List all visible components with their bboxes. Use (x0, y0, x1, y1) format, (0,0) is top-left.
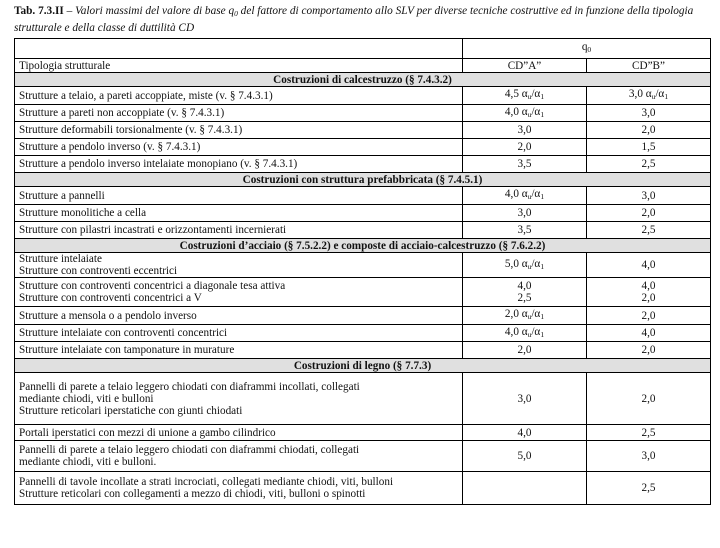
cd-a-value-cell (463, 87, 587, 105)
section-header (15, 359, 711, 373)
tipologia-line: Pannelli di parete a telaio leggero chiodati con diaframmi incollati, collegati (19, 380, 360, 393)
tipologia-line: Strutture a mensola o a pendolo inverso (19, 309, 197, 322)
header-empty-cell (15, 39, 463, 59)
table-row (15, 342, 711, 359)
cd-a-value: 2,0 (517, 344, 532, 356)
table-row (15, 122, 711, 139)
cd-b-value: 2,5 (641, 224, 656, 236)
cd-b-value: 4,0 (641, 280, 656, 292)
cd-b-value: 2,0 (641, 292, 656, 304)
cd-b-value: 3,0 $\alpha_u/\alpha_1$ (628, 88, 669, 101)
cd-a-value-cell (463, 122, 587, 139)
cd-b-value-cell (587, 425, 711, 441)
tipologia-line: Strutture con controventi concentrici a V (19, 292, 202, 304)
header-cd-b: CD”B” (587, 59, 711, 73)
caption-text: Valori massimi del valore di base $q_0$ del fattore di comportamento allo SLV per diverse tecniche costruttive ed in funzione della tipologia strutturale e della classe di duttilità CD (14, 5, 694, 34)
tipologia-line: Strutture con pilastri incastrati e orizzontamenti incernierati (19, 224, 287, 236)
tipologia-cell (15, 139, 463, 156)
table-row (15, 307, 711, 325)
tipologia-cell (15, 205, 463, 222)
tipologia-cell (15, 253, 463, 278)
tipologia-line: Strutture reticolari iperstatiche con giunti chiodati (19, 404, 243, 417)
cd-b-value: 2,0 (641, 344, 656, 356)
table-row (15, 425, 711, 441)
tipologia-line: Strutture intelaiate (19, 253, 102, 265)
cd-a-value: 4,5 $\alpha_u/\alpha_1$ (504, 88, 545, 101)
cd-b-value: 2,5 (641, 426, 656, 439)
cd-b-value: 2,5 (641, 482, 656, 494)
caption-number: Tab. 7.3.II (14, 5, 64, 17)
cd-a-value-cell (463, 222, 587, 239)
cd-b-value-cell (587, 472, 711, 505)
cd-a-value: 3,0 (517, 207, 532, 219)
cd-a-value-cell (463, 205, 587, 222)
cd-b-value: 3,0 (641, 450, 656, 462)
cd-a-value: 4,0 $\alpha_u/\alpha_1$ (504, 188, 545, 201)
cd-b-value: 4,0 (641, 327, 656, 339)
cd-b-value-cell (587, 139, 711, 156)
cd-b-value-cell (587, 187, 711, 205)
section-title: Costruzioni di calcestruzzo (§ 7.4.3.2) (15, 73, 711, 87)
tipologia-cell (15, 373, 463, 425)
cd-b-value: 2,0 (641, 207, 656, 219)
tipologia-cell (15, 222, 463, 239)
tipologia-line: Strutture a pareti non accoppiate (v. § 7.4.3.1) (19, 107, 225, 119)
cd-a-value-cell (463, 441, 587, 472)
table-body (15, 73, 711, 505)
cd-b-value: 3,0 (641, 189, 656, 202)
header-q0 (463, 39, 711, 59)
table-row (15, 156, 711, 173)
tipologia-line: Strutture a pendolo inverso (v. § 7.4.3.1) (19, 141, 201, 153)
table-row (15, 187, 711, 205)
cd-b-value-cell (587, 122, 711, 139)
tipologia-line: Strutture a pannelli (19, 189, 105, 202)
cd-b-value-cell (587, 156, 711, 173)
cd-a-value: 3,5 (517, 158, 532, 170)
cd-a-value-cell (463, 325, 587, 342)
cd-a-value: 4,0 (517, 426, 532, 439)
cd-b-value-cell (587, 87, 711, 105)
cd-a-value: 2,5 (517, 292, 532, 304)
section-title: Costruzioni di legno (§ 7.7.3) (15, 359, 711, 373)
tipologia-cell (15, 425, 463, 441)
cd-b-value: 4,0 (641, 259, 656, 271)
tipologia-cell (15, 441, 463, 472)
cd-a-value: 3,0 (517, 392, 532, 405)
cd-b-value-cell (587, 278, 711, 307)
header-q0-label: $q_0$ (581, 41, 592, 54)
cd-b-value-cell (587, 342, 711, 359)
tipologia-line: Strutture a pendolo inverso intelaiate monopiano (v. § 7.4.3.1) (19, 158, 298, 170)
cd-b-value-cell (587, 105, 711, 122)
tipologia-line: mediante chiodi, viti e bulloni. (19, 456, 157, 468)
table-row (15, 441, 711, 472)
table-caption (14, 4, 708, 35)
tipologia-line: Strutture monolitiche a cella (19, 207, 147, 219)
cd-a-value-cell (463, 472, 587, 505)
cd-a-value: 4,0 $\alpha_u/\alpha_1$ (504, 325, 545, 339)
cd-b-value-cell (587, 253, 711, 278)
tipologia-cell (15, 87, 463, 105)
tipologia-cell (15, 325, 463, 342)
table-row (15, 87, 711, 105)
tipologia-line: Pannelli di tavole incollate a strati incrociati, collegati mediante chiodi, viti, bulloni (19, 476, 394, 488)
header-cd-a: CD”A” (463, 59, 587, 73)
cd-a-value: 2,0 $\alpha_u/\alpha_1$ (504, 308, 545, 321)
table-row (15, 105, 711, 122)
tipologia-cell (15, 472, 463, 505)
cd-b-value-cell (587, 307, 711, 325)
cd-b-value: 2,0 (641, 392, 656, 405)
section-title: Costruzioni d’acciaio (§ 7.5.2.2) e composte di acciaio-calcestruzzo (§ 7.6.2.2) (15, 239, 711, 253)
tipologia-cell (15, 278, 463, 307)
cd-b-value: 2,0 (641, 309, 656, 322)
cd-a-value-cell (463, 253, 587, 278)
table-row (15, 278, 711, 307)
cd-a-value-cell (463, 373, 587, 425)
cd-a-value-cell (463, 307, 587, 325)
q0-table (14, 38, 711, 505)
cd-a-value-cell (463, 278, 587, 307)
cd-a-value: 3,5 (517, 224, 532, 236)
cd-b-value: 1,5 (641, 141, 656, 153)
section-header (15, 173, 711, 187)
cd-b-value: 2,5 (641, 158, 656, 170)
tipologia-cell (15, 122, 463, 139)
cd-b-value-cell (587, 325, 711, 342)
cd-a-value: 5,0 $\alpha_u/\alpha_1$ (504, 257, 545, 271)
cd-a-value-cell (463, 187, 587, 205)
cd-a-value: 4,0 $\alpha_u/\alpha_1$ (504, 105, 545, 119)
tipologia-line: Strutture a telaio, a pareti accoppiate, miste (v. § 7.4.3.1) (19, 89, 273, 102)
table-row (15, 325, 711, 342)
tipologia-cell (15, 105, 463, 122)
tipologia-line: Portali iperstatici con mezzi di unione a gambo cilindrico (19, 426, 276, 439)
tipologia-cell (15, 307, 463, 325)
tipologia-cell (15, 187, 463, 205)
tipologia-line: Strutture con controventi eccentrici (19, 265, 178, 277)
cd-a-value: 2,0 (517, 141, 532, 153)
tipologia-line: Strutture con controventi concentrici a diagonale tesa attiva (19, 280, 286, 292)
cd-a-value-cell (463, 342, 587, 359)
tipologia-line: Pannelli di parete a telaio leggero chiodati con diaframmi chiodati, collegati (19, 444, 360, 456)
cd-a-value-cell (463, 425, 587, 441)
cd-b-value: 2,0 (641, 124, 656, 136)
section-title: Costruzioni con struttura prefabbricata (§ 7.4.5.1) (15, 173, 711, 187)
cd-b-value-cell (587, 373, 711, 425)
table-row (15, 222, 711, 239)
cd-a-value-cell (463, 156, 587, 173)
table-row (15, 205, 711, 222)
table-row (15, 373, 711, 425)
caption-separator: – (63, 5, 76, 17)
section-header (15, 239, 711, 253)
tipologia-line: Strutture deformabili torsionalmente (v. § 7.4.3.1) (19, 124, 243, 136)
cd-a-value-cell (463, 105, 587, 122)
tipologia-cell (15, 156, 463, 173)
cd-b-value-cell (587, 205, 711, 222)
cd-b-value-cell (587, 441, 711, 472)
cd-b-value-cell (587, 222, 711, 239)
cd-a-value: 4,0 (517, 280, 532, 292)
section-header (15, 73, 711, 87)
cd-a-value: 5,0 (517, 450, 532, 462)
table-row (15, 139, 711, 156)
cd-a-value-cell (463, 139, 587, 156)
cd-b-value: 3,0 (641, 107, 656, 119)
tipologia-line: Strutture intelaiate con tamponature in murature (19, 344, 235, 356)
tipologia-line: mediante chiodi, viti e bulloni (19, 392, 154, 405)
tipologia-line: Strutture reticolari con collegamenti a mezzo di chiodi, viti, bulloni o spinotti (19, 488, 366, 500)
table-row (15, 253, 711, 278)
tipologia-line: Strutture intelaiate con controventi concentrici (19, 327, 228, 339)
header-tipologia: Tipologia strutturale (15, 59, 463, 73)
cd-a-value: 3,0 (517, 124, 532, 136)
table-row (15, 472, 711, 505)
tipologia-cell (15, 342, 463, 359)
